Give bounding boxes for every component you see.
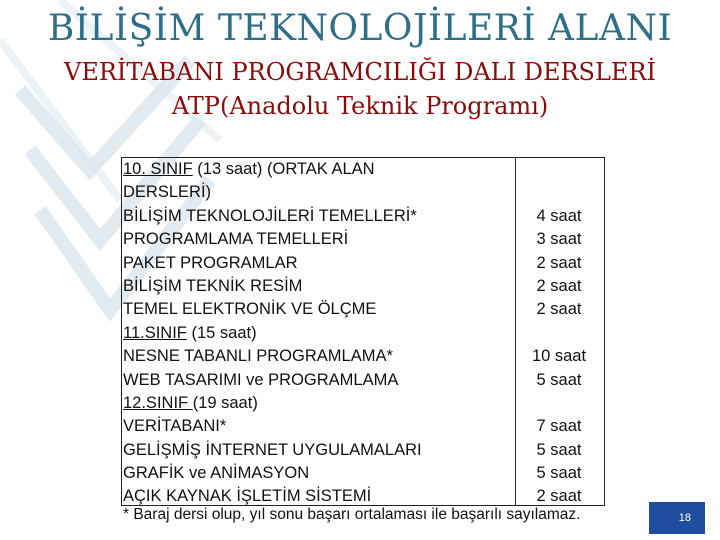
course-hours: 5 saat (536, 464, 582, 483)
course-hours: 2 saat (536, 300, 582, 319)
course-row (123, 228, 513, 251)
course-hours: 4 saat (536, 206, 582, 225)
course-hours: 3 saat (536, 230, 582, 249)
course-hours (516, 392, 602, 415)
course-name: (15 saat) (186, 323, 257, 342)
course-hours: 5 saat (536, 440, 582, 459)
slide-subtitle: VERİTABANI PROGRAMCILIĞI DALI DERSLERİ (64, 58, 656, 86)
course-hours (516, 322, 602, 345)
course-name: TEMEL ELEKTRONİK VE ÖLÇME (123, 300, 377, 319)
page-number: 18 (678, 512, 691, 524)
page-number-badge (649, 502, 705, 534)
course-row (123, 158, 513, 181)
slide-title: BİLİŞİM TEKNOLOJİLERİ ALANI (47, 8, 673, 49)
course-row (123, 252, 513, 275)
course-name: (13 saat) (ORTAK ALAN (192, 160, 375, 178)
course-name: (19 saat) (192, 393, 258, 412)
course-row (123, 392, 513, 415)
course-hours: 2 saat (536, 487, 582, 506)
course-name: DERSLERİ) (123, 183, 212, 202)
hours-list (516, 158, 602, 509)
grade-heading: 10. SINIF (123, 160, 193, 178)
course-hours: 7 saat (536, 417, 582, 436)
course-name: NESNE TABANLI PROGRAMLAMA* (123, 347, 393, 366)
course-hours: 2 saat (536, 253, 582, 272)
course-row (123, 205, 513, 228)
course-row (123, 181, 513, 204)
course-name: GELİŞMİŞ İNTERNET UYGULAMALARI (123, 440, 422, 459)
grade-heading: 11.SINIF (123, 323, 187, 342)
course-name: PAKET PROGRAMLAR (123, 253, 298, 272)
course-name: VERİTABANI* (123, 417, 227, 436)
course-hours: 10 saat (531, 347, 587, 366)
course-name: PROGRAMLAMA TEMELLERİ (123, 230, 349, 249)
course-name: GRAFİK ve ANİMASYON (123, 464, 310, 483)
course-hours: 2 saat (536, 276, 582, 295)
course-name: WEB TASARIMI ve PROGRAMLAMA (123, 370, 399, 389)
course-row (123, 462, 513, 485)
course-row (123, 298, 513, 321)
footnote: * Baraj dersi olup, yıl sonu başarı ortalaması ile başarılı sayılamaz. (123, 506, 581, 523)
course-row (123, 369, 513, 392)
course-list (123, 158, 513, 509)
course-name: BİLİŞİM TEKNİK RESİM (123, 276, 303, 295)
course-hours (516, 181, 602, 204)
slide-subtitle-program: ATP(Anadolu Teknik Programı) (171, 92, 549, 120)
course-row (123, 439, 513, 462)
course-row (123, 322, 513, 345)
grade-heading: 12.SINIF (123, 393, 193, 412)
course-name: AÇIK KAYNAK İŞLETİM SİSTEMİ (123, 487, 372, 506)
course-hours (516, 158, 602, 181)
course-name: BİLİŞİM TEKNOLOJİLERİ TEMELLERİ* (123, 206, 417, 225)
course-row (123, 415, 513, 438)
course-row (123, 275, 513, 298)
course-hours: 5 saat (536, 370, 582, 389)
course-row (123, 345, 513, 368)
